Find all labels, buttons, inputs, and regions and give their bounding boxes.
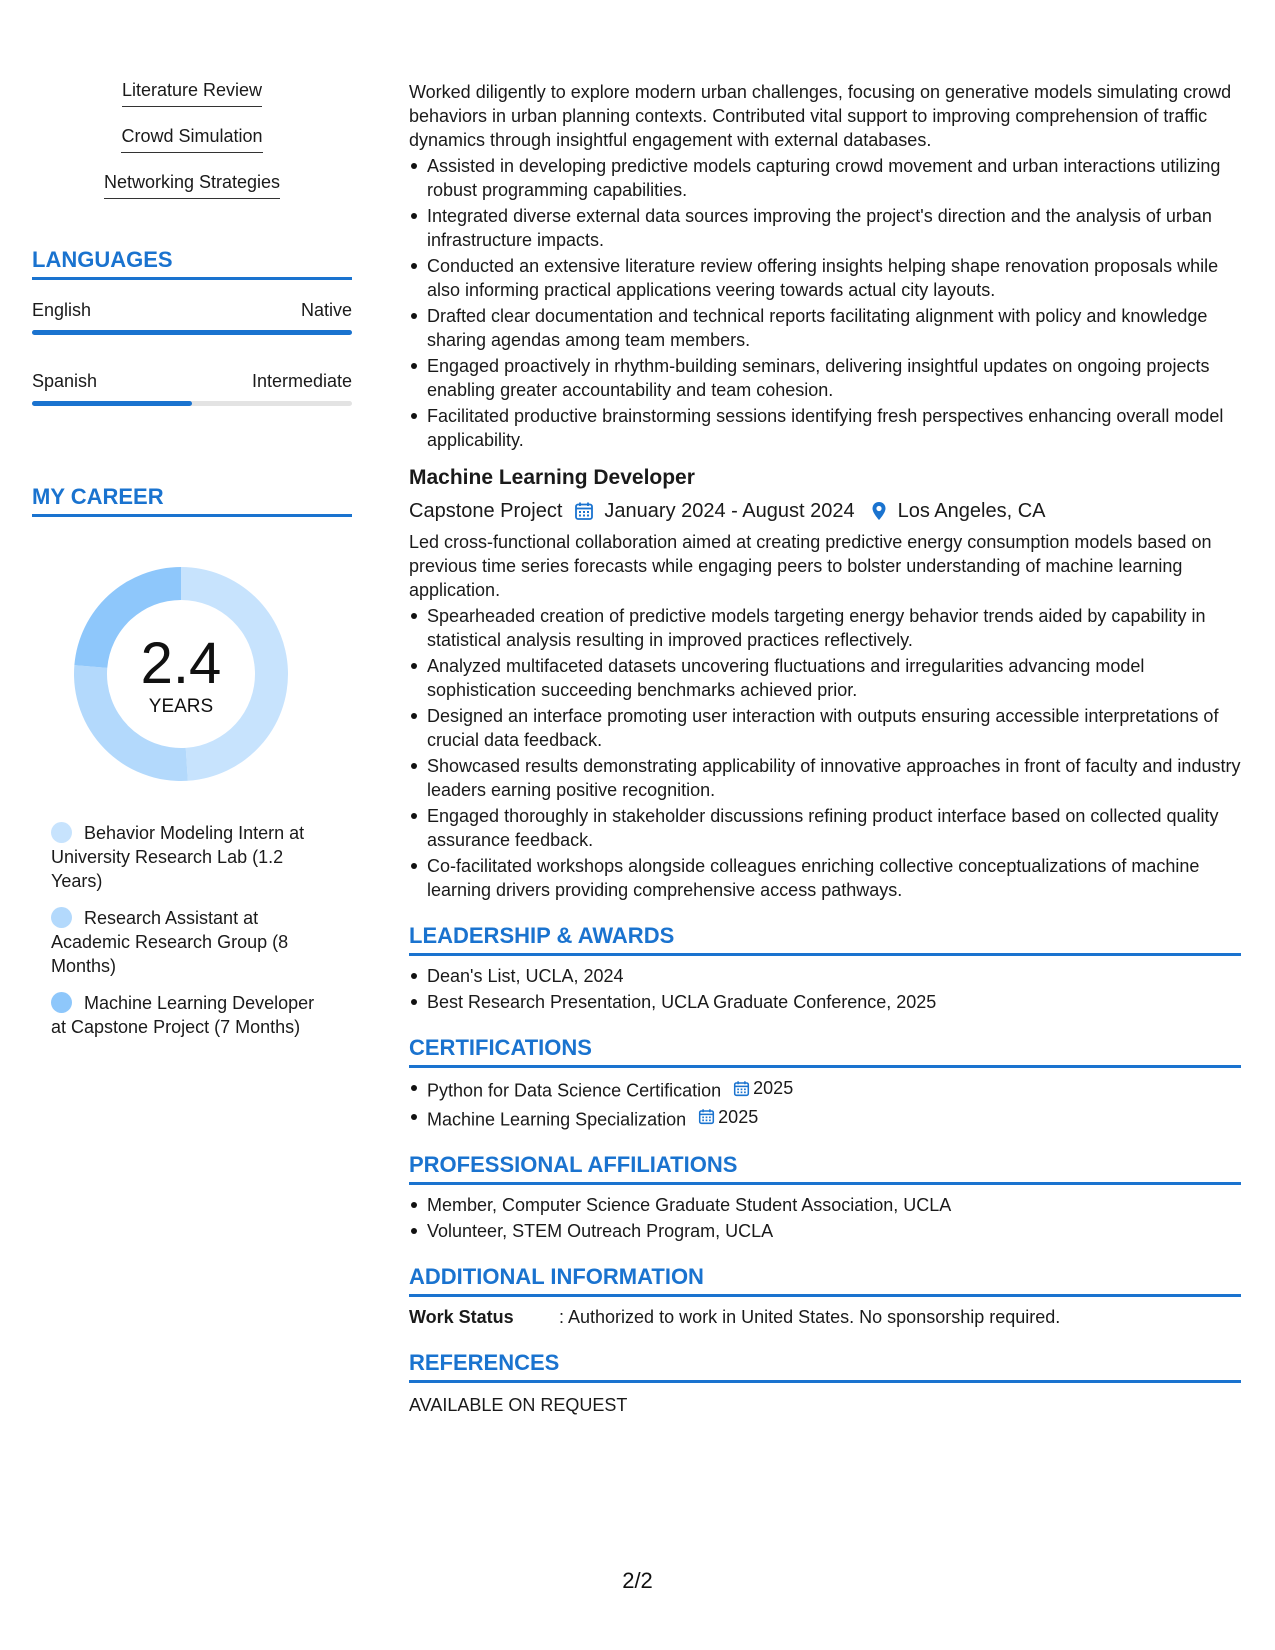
experience-bullets xyxy=(409,604,1241,902)
language-item xyxy=(32,369,352,406)
certification-item xyxy=(409,1076,1241,1103)
career-legend-label: Behavior Modeling Intern at University Research Lab (1.2 Years) xyxy=(51,823,305,891)
language-name: English xyxy=(32,300,92,320)
job-title: Machine Learning Developer xyxy=(409,466,695,489)
job-meta xyxy=(409,497,1241,525)
language-proficiency-bar xyxy=(32,401,352,406)
experience-entry xyxy=(409,80,1241,452)
language-proficiency-fill xyxy=(32,401,192,406)
career-heading: MY CAREER xyxy=(32,484,352,517)
language-level: Native xyxy=(300,300,352,320)
experience-summary: Led cross-functional collaboration aimed at creating predictive energy consumption models based on previous time series forecasts while engaging peers to bolster understanding of machine learning application. xyxy=(409,532,1212,600)
experience-bullet: Engaged proactively in rhythm-building seminars, delivering insightful updates on ongoing projects enabling greater accountability and team cohesion. xyxy=(409,354,1241,402)
skill-tag: Literature Review xyxy=(122,78,262,107)
job-dates: January 2024 - August 2024 xyxy=(604,500,855,522)
career-legend-item xyxy=(51,821,326,893)
affiliations-heading: PROFESSIONAL AFFILIATIONS xyxy=(409,1151,1241,1185)
language-proficiency-bar xyxy=(32,330,352,335)
career-donut-chart xyxy=(66,559,296,789)
career-legend-label: Machine Learning Developer at Capstone Project (7 Months) xyxy=(51,993,315,1037)
language-proficiency-fill xyxy=(32,330,352,335)
affiliation-item: Member, Computer Science Graduate Student Association, UCLA xyxy=(409,1193,1241,1217)
career-legend-label: Research Assistant at Academic Research Group (8 Months) xyxy=(51,908,289,976)
experience-bullet: Showcased results demonstrating applicability of innovative approaches in front of faculty and industry leaders earning positive recognition. xyxy=(409,754,1241,802)
references-heading: REFERENCES xyxy=(409,1349,1241,1383)
legend-dot xyxy=(51,992,72,1013)
language-item xyxy=(32,298,352,335)
affiliations-list xyxy=(409,1193,1241,1243)
skill-tag: Crowd Simulation xyxy=(121,124,262,153)
references-text: AVAILABLE ON REQUEST xyxy=(409,1395,628,1415)
certification-year: 2025 xyxy=(753,1078,794,1098)
experience-bullet: Conducted an extensive literature review offering insights helping shape renovation proposals while also informing practical applications veering towards actual city layouts. xyxy=(409,254,1241,302)
leadership-list xyxy=(409,964,1241,1014)
calendar-icon xyxy=(733,1080,750,1097)
career-total-years: 2.4 xyxy=(140,631,222,696)
experience-bullet: Drafted clear documentation and technical reports facilitating alignment with policy and knowledge sharing agendas among team members. xyxy=(409,304,1241,352)
languages-heading: LANGUAGES xyxy=(32,247,352,280)
experience-bullet: Engaged thoroughly in stakeholder discussions refining product interface based on collected quality assurance feedback. xyxy=(409,804,1241,852)
work-status-label: Work Status xyxy=(409,1307,514,1327)
certification-name: Machine Learning Specialization xyxy=(427,1109,687,1129)
sidebar xyxy=(32,78,352,1052)
experience-bullet: Assisted in developing predictive models capturing crowd movement and urban interactions utilizing robust programming capabilities. xyxy=(409,154,1241,202)
leadership-item: Best Research Presentation, UCLA Graduate Conference, 2025 xyxy=(409,990,1241,1014)
experience-bullet: Integrated diverse external data sources improving the project's direction and the analysis of urban infrastructure impacts. xyxy=(409,204,1241,252)
certification-name: Python for Data Science Certification xyxy=(427,1080,722,1101)
language-level: Intermediate xyxy=(251,371,352,391)
career-legend xyxy=(51,821,326,1039)
calendar-icon xyxy=(574,501,594,521)
career-years-unit: YEARS xyxy=(148,696,214,717)
main-content xyxy=(409,80,1241,1417)
page-number: 2/2 xyxy=(622,1568,653,1593)
experience-bullet: Analyzed multifaceted datasets uncovering fluctuations and irregularities advancing model sophistication succeeding benchmarks achieved prior. xyxy=(409,654,1241,702)
leadership-item: Dean's List, UCLA, 2024 xyxy=(409,964,1241,988)
affiliation-item: Volunteer, STEM Outreach Program, UCLA xyxy=(409,1219,1241,1243)
job-company: Capstone Project xyxy=(409,500,563,522)
certifications-heading: CERTIFICATIONS xyxy=(409,1034,1241,1068)
additional-info-heading: ADDITIONAL INFORMATION xyxy=(409,1263,1241,1297)
experience-bullet: Designed an interface promoting user interaction with outputs ensuring accessible interpretations of crucial data feedback. xyxy=(409,704,1241,752)
location-pin-icon xyxy=(869,501,889,521)
job-location: Los Angeles, CA xyxy=(897,500,1046,522)
certifications-list xyxy=(409,1076,1241,1131)
experience-bullets xyxy=(409,154,1241,452)
experience-entry xyxy=(409,464,1241,902)
skill-tags xyxy=(32,78,352,216)
leadership-heading: LEADERSHIP & AWARDS xyxy=(409,922,1241,956)
certification-item xyxy=(409,1105,1241,1132)
skill-tag: Networking Strategies xyxy=(104,170,280,199)
work-status-value: : Authorized to work in United States. No sponsorship required. xyxy=(559,1307,1061,1327)
calendar-icon xyxy=(698,1108,715,1125)
experience-bullet: Spearheaded creation of predictive models targeting energy behavior trends aided by capability in statistical analysis resulting in improved practices reflectively. xyxy=(409,604,1241,652)
language-name: Spanish xyxy=(32,371,98,391)
experience-bullet: Co-facilitated workshops alongside colleagues enriching collective conceptualizations of machine learning drivers providing comprehensive access pathways. xyxy=(409,854,1241,902)
experience-summary: Worked diligently to explore modern urban challenges, focusing on generative models simulating crowd behaviors in urban planning contexts. Contributed vital support to improving comprehension of traffic dynamics through insightful engagement with external databases. xyxy=(409,82,1232,150)
career-legend-item xyxy=(51,906,326,978)
legend-dot xyxy=(51,907,72,928)
experience-bullet: Facilitated productive brainstorming sessions identifying fresh perspectives enhancing overall model applicability. xyxy=(409,404,1241,452)
work-status-row xyxy=(409,1305,1241,1329)
legend-dot xyxy=(51,822,72,843)
certification-year: 2025 xyxy=(718,1106,759,1127)
career-legend-item xyxy=(51,991,326,1039)
